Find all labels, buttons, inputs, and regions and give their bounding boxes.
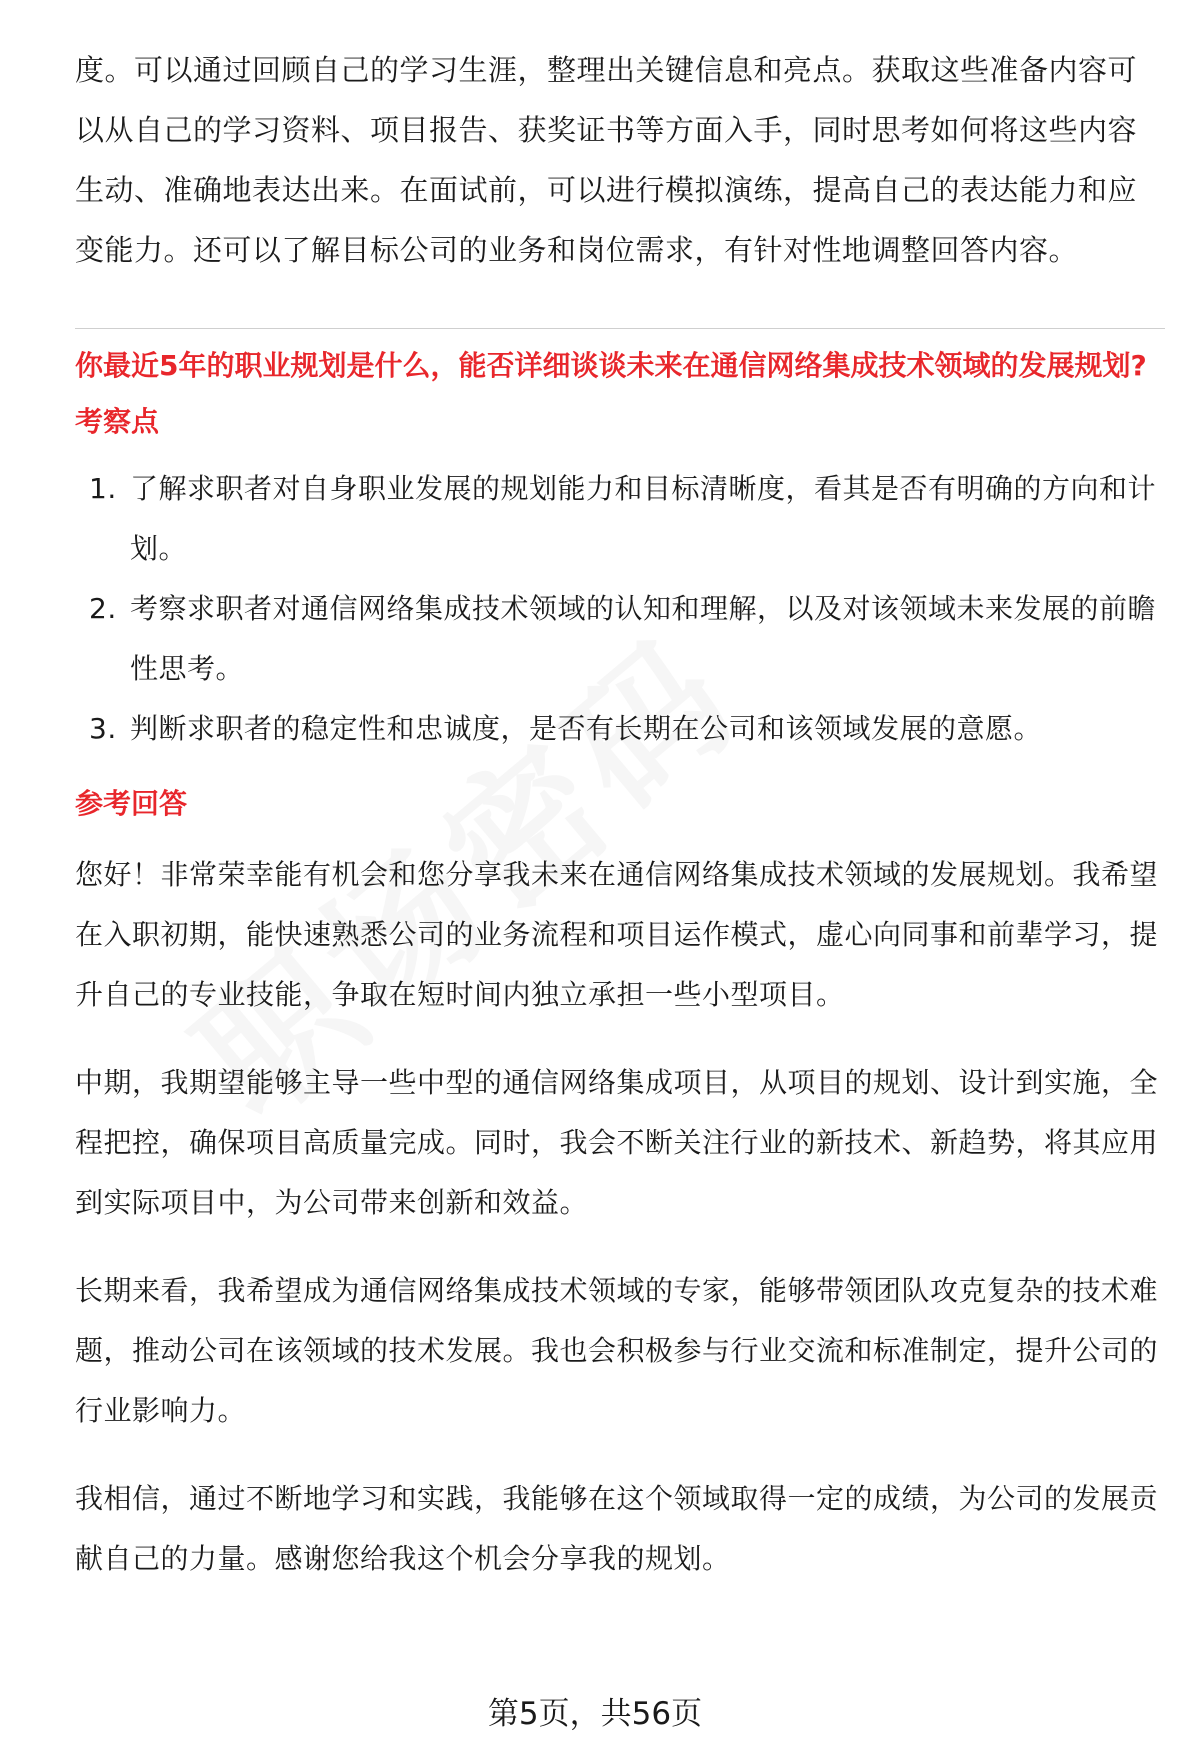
point-number: 1.	[89, 472, 117, 505]
answer-title: 参考回答	[75, 787, 188, 820]
point-item	[75, 699, 1165, 759]
point-item	[75, 459, 1165, 579]
answer-paragraph: 长期来看，我希望成为通信网络集成技术领域的专家，能够带领团队攻克复杂的技术难题，推动公司在该领域的技术发展。我也会积极参与行业交流和标准制定，提升公司的行业影响力。	[75, 1274, 1159, 1427]
point-text: 判断求职者的稳定性和忠诚度，是否有长期在公司和该领域发展的意愿。	[130, 712, 1043, 745]
answer-block	[75, 845, 1165, 1589]
answer-paragraph: 我相信，通过不断地学习和实践，我能够在这个领域取得一定的成绩，为公司的发展贡献自己的力量。感谢您给我这个机会分享我的规划。	[75, 1482, 1159, 1575]
points-list	[75, 459, 1165, 759]
section-divider	[75, 328, 1165, 329]
answer-paragraph: 您好！非常荣幸能有机会和您分享我未来在通信网络集成技术领域的发展规划。我希望在入职初期，能快速熟悉公司的业务流程和项目运作模式，虚心向同事和前辈学习，提升自己的专业技能，争取在短时间内独立承担一些小型项目。	[75, 858, 1159, 1011]
document-page	[75, 40, 1165, 1617]
point-number: 3.	[89, 712, 117, 745]
answer-paragraph: 中期，我期望能够主导一些中型的通信网络集成项目，从项目的规划、设计到实施，全程把控，确保项目高质量完成。同时，我会不断关注行业的新技术、新趋势，将其应用到实际项目中，为公司带来创新和效益。	[75, 1066, 1159, 1219]
point-text: 考察求职者对通信网络集成技术领域的认知和理解，以及对该领域未来发展的前瞻性思考。	[130, 592, 1157, 685]
point-item	[75, 579, 1165, 699]
point-number: 2.	[89, 592, 117, 625]
points-title: 考察点	[75, 405, 160, 438]
question-heading: 你最近5年的职业规划是什么，能否详细谈谈未来在通信网络集成技术领域的发展规划?	[75, 349, 1147, 382]
page-footer: 第5页，共56页	[487, 1696, 703, 1732]
intro-paragraph: 度。可以通过回顾自己的学习生涯，整理出关键信息和亮点。获取这些准备内容可以从自己的学习资料、项目报告、获奖证书等方面入手，同时思考如何将这些内容生动、准确地表达出来。在面试前，可以进行模拟演练，提高自己的表达能力和应变能力。还可以了解目标公司的业务和岗位需求，有针对性地调整回答内容。	[75, 53, 1138, 267]
point-text: 了解求职者对自身职业发展的规划能力和目标清晰度，看其是否有明确的方向和计划。	[130, 472, 1157, 565]
